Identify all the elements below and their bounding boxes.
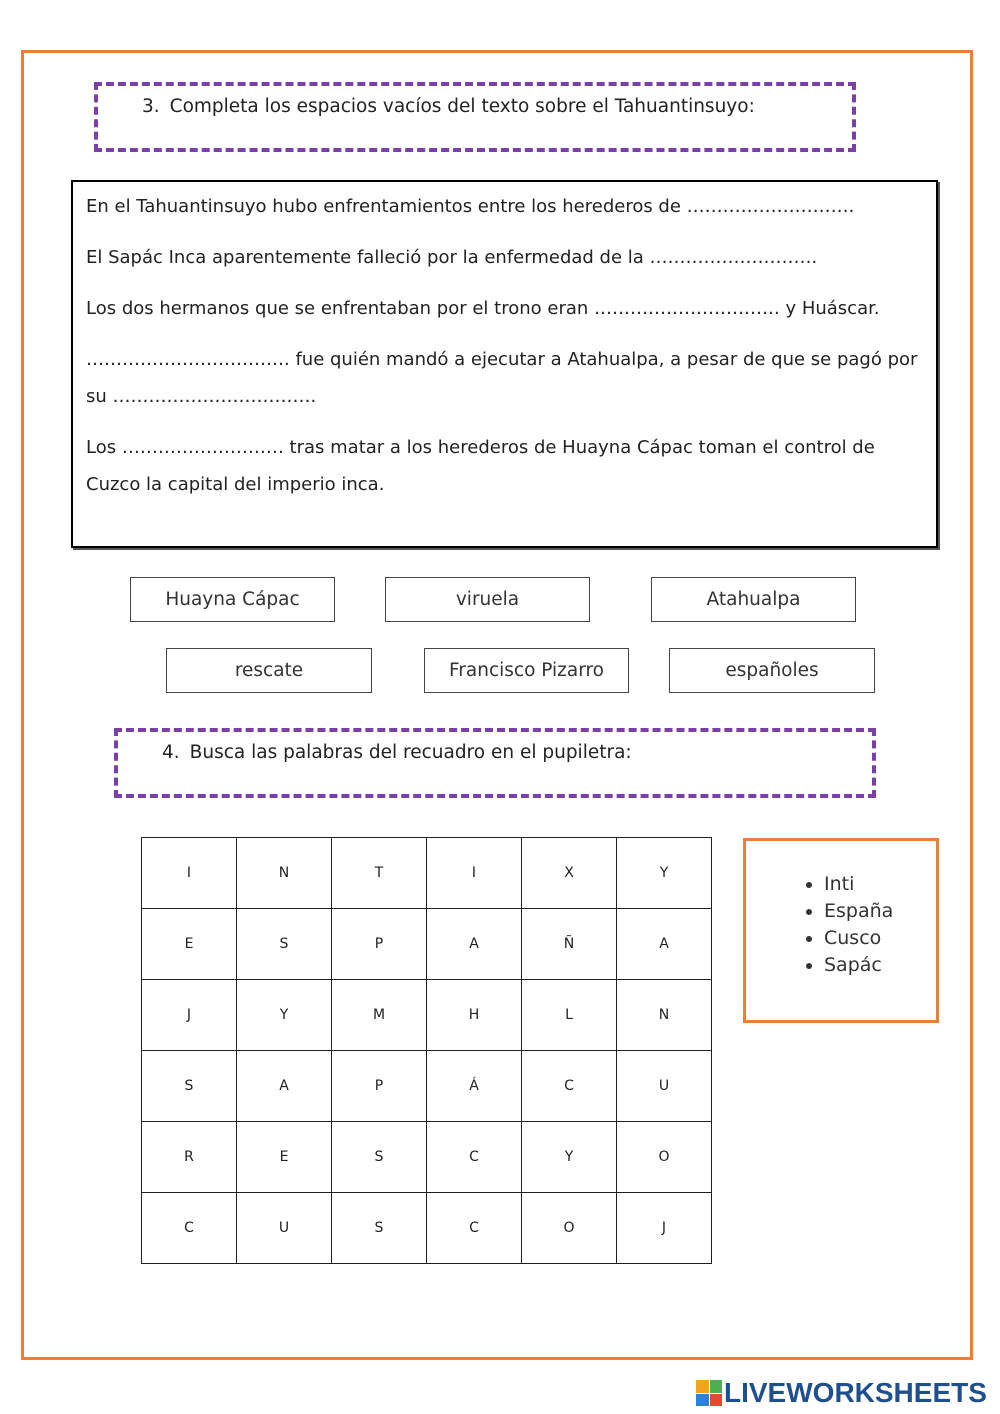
grid-cell[interactable]: U [617,1051,712,1122]
grid-cell[interactable]: N [617,980,712,1051]
grid-cell[interactable]: O [522,1193,617,1264]
grid-cell[interactable]: C [142,1193,237,1264]
search-word: • Cusco [824,925,936,952]
passage-sentence-3: Los dos hermanos que se enfrentaban por el trono eran …………………………. y Huáscar. [86,298,880,319]
search-word-list [743,838,939,1023]
grid-cell[interactable]: C [522,1051,617,1122]
grid-cell[interactable]: Á [427,1051,522,1122]
word-bank-item[interactable]: rescate [166,648,372,693]
grid-cell[interactable]: E [142,909,237,980]
exercise-4-heading [114,728,876,798]
fill-in-passage [71,180,938,548]
word-bank-item[interactable]: Atahualpa [651,577,856,622]
grid-cell[interactable]: C [427,1122,522,1193]
grid-cell[interactable]: S [142,1051,237,1122]
exercise-4-number: 4. [162,742,180,763]
word-bank-item[interactable]: viruela [385,577,590,622]
word-bank-item[interactable]: Francisco Pizarro [424,648,629,693]
grid-cell[interactable]: A [427,909,522,980]
grid-cell[interactable]: Y [522,1122,617,1193]
grid-row [142,909,712,980]
grid-cell[interactable]: S [332,1193,427,1264]
grid-cell[interactable]: M [332,980,427,1051]
passage-sentence-4: ……………………………. fue quién mandó a ejecutar a Atahualpa, a pesar de que se pagó por su ……………………………. [86,349,918,407]
exercise-3-heading [94,82,856,152]
grid-row [142,980,712,1051]
grid-cell[interactable]: C [427,1193,522,1264]
word-bank-item[interactable]: españoles [669,648,875,693]
word-bank-item[interactable]: Huayna Cápac [130,577,335,622]
liveworksheets-logo-icon [696,1380,722,1406]
grid-row [142,1193,712,1264]
grid-cell[interactable]: P [332,909,427,980]
grid-cell[interactable]: Y [617,838,712,909]
passage-sentence-5: Los ……………………… tras matar a los herederos de Huayna Cápac toman el control de Cuzco la capital del imperio inca. [86,437,875,495]
search-word: • Sapác [824,952,936,979]
grid-cell[interactable]: J [617,1193,712,1264]
exercise-4-title: Busca las palabras del recuadro en el pupiletra: [189,742,632,763]
grid-cell[interactable]: Y [237,980,332,1051]
grid-cell[interactable]: N [237,838,332,909]
grid-cell[interactable]: E [237,1122,332,1193]
grid-row [142,838,712,909]
watermark-text: LIVEWORKSHEETS [724,1377,987,1408]
grid-cell[interactable]: J [142,980,237,1051]
word-search-grid [141,837,712,1264]
grid-cell[interactable]: S [332,1122,427,1193]
grid-cell[interactable]: U [237,1193,332,1264]
grid-cell[interactable]: P [332,1051,427,1122]
passage-sentence-1: En el Tahuantinsuyo hubo enfrentamientos entre los herederos de ………………………. [86,196,855,217]
search-word: • España [824,898,936,925]
grid-cell[interactable]: I [142,838,237,909]
grid-row [142,1122,712,1193]
exercise-3-title: Completa los espacios vacíos del texto sobre el Tahuantinsuyo: [169,96,755,117]
grid-cell[interactable]: O [617,1122,712,1193]
exercise-3-number: 3. [142,96,160,117]
grid-cell[interactable]: L [522,980,617,1051]
search-word: • Inti [824,871,936,898]
grid-cell[interactable]: X [522,838,617,909]
grid-cell[interactable]: S [237,909,332,980]
grid-cell[interactable]: I [427,838,522,909]
grid-row [142,1051,712,1122]
grid-cell[interactable]: H [427,980,522,1051]
grid-cell[interactable]: R [142,1122,237,1193]
liveworksheets-watermark [696,1378,987,1408]
passage-sentence-2: El Sapác Inca aparentemente falleció por la enfermedad de la ………………………. [86,247,818,268]
grid-cell[interactable]: A [617,909,712,980]
grid-cell[interactable]: T [332,838,427,909]
grid-cell[interactable]: Ñ [522,909,617,980]
grid-cell[interactable]: A [237,1051,332,1122]
